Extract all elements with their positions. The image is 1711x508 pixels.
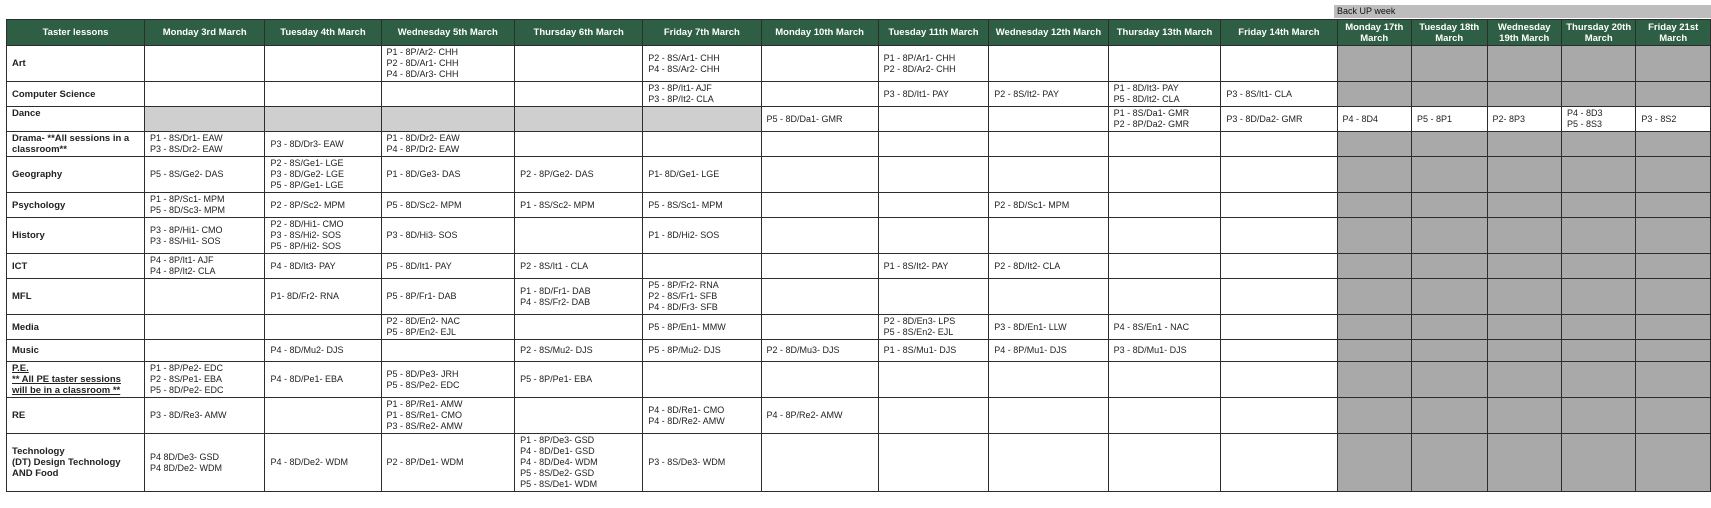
session-cell[interactable]	[1487, 315, 1561, 340]
session-cell[interactable]: P2 - 8D/Sc1- MPM	[989, 193, 1108, 218]
subject-cell[interactable]: Technology (DT) Design Technology AND Food	[7, 434, 145, 492]
session-cell[interactable]	[1108, 434, 1221, 492]
session-cell[interactable]	[1561, 254, 1635, 279]
session-cell[interactable]	[1411, 157, 1487, 193]
session-cell[interactable]	[1561, 315, 1635, 340]
session-cell[interactable]	[989, 434, 1108, 492]
session-cell[interactable]: P1 - 8S/Sc2- MPM	[515, 193, 643, 218]
session-cell[interactable]: P5 - 8P/Pe1- EBA	[515, 362, 643, 398]
session-cell[interactable]: P1 - 8P/Sc1- MPM P5 - 8D/Sc3- MPM	[144, 193, 264, 218]
subject-cell[interactable]: MFL	[7, 279, 145, 315]
session-cell[interactable]	[1561, 193, 1635, 218]
session-cell[interactable]	[1108, 46, 1221, 82]
subject-cell[interactable]: Media	[7, 315, 145, 340]
subject-cell[interactable]: Art	[7, 46, 145, 82]
session-cell[interactable]	[1636, 157, 1711, 193]
session-cell[interactable]	[989, 279, 1108, 315]
session-cell[interactable]	[265, 82, 381, 107]
session-cell[interactable]	[1636, 132, 1711, 157]
table-row	[7, 279, 1711, 315]
session-cell[interactable]: P1 - 8D/It3- PAY P5 - 8D/It2- CLA	[1108, 82, 1221, 107]
session-cell[interactable]	[1337, 132, 1411, 157]
session-cell[interactable]: P1 - 8S/Mu1- DJS	[878, 340, 989, 362]
session-cell[interactable]	[1561, 362, 1635, 398]
session-cell[interactable]: P1 - 8P/Re1- AMW P1 - 8S/Re1- CMO P3 - 8S/Re2- AMW	[381, 398, 515, 434]
session-cell[interactable]	[989, 132, 1108, 157]
session-cell[interactable]	[1108, 218, 1221, 254]
table-row	[7, 362, 1711, 398]
session-cell[interactable]	[878, 398, 989, 434]
session-cell[interactable]	[1221, 315, 1337, 340]
session-cell[interactable]	[1221, 132, 1337, 157]
session-cell[interactable]	[1221, 254, 1337, 279]
session-cell[interactable]: P1 - 8D/Ge3- DAS	[381, 157, 515, 193]
table-row	[7, 434, 1711, 492]
subject-cell[interactable]: Dance	[7, 107, 145, 132]
table-row	[7, 82, 1711, 107]
session-cell[interactable]: P1 - 8P/Pe2- EDC P2 - 8S/Pe1- EBA P5 - 8D/Pe2- EDC	[144, 362, 264, 398]
session-cell[interactable]	[1108, 398, 1221, 434]
session-cell[interactable]	[1561, 218, 1635, 254]
session-cell[interactable]: P4 - 8S/En1 - NAC	[1108, 315, 1221, 340]
session-cell[interactable]	[515, 82, 643, 107]
session-cell[interactable]	[989, 46, 1108, 82]
session-cell[interactable]	[761, 218, 878, 254]
session-cell[interactable]: P2 - 8S/It1 - CLA	[515, 254, 643, 279]
session-cell[interactable]	[144, 279, 264, 315]
session-cell[interactable]: P4 - 8D/Mu2- DJS	[265, 340, 381, 362]
session-cell[interactable]	[1636, 398, 1711, 434]
session-cell[interactable]: P2 - 8P/De1- WDM	[381, 434, 515, 492]
table-row	[7, 193, 1711, 218]
session-cell[interactable]: P2 - 8D/It2- CLA	[989, 254, 1108, 279]
session-cell[interactable]	[1411, 46, 1487, 82]
session-cell[interactable]	[1411, 82, 1487, 107]
session-cell[interactable]	[989, 107, 1108, 132]
session-cell[interactable]	[1636, 193, 1711, 218]
session-cell[interactable]	[878, 279, 989, 315]
session-cell[interactable]	[1221, 279, 1337, 315]
session-cell[interactable]	[761, 46, 878, 82]
session-cell[interactable]: P3 - 8P/It1- AJF P3 - 8P/It2- CLA	[643, 82, 761, 107]
session-cell[interactable]	[265, 46, 381, 82]
session-cell[interactable]	[1636, 340, 1711, 362]
session-cell[interactable]	[515, 107, 643, 132]
session-cell[interactable]	[1337, 434, 1411, 492]
session-cell[interactable]	[878, 218, 989, 254]
session-cell[interactable]	[1636, 46, 1711, 82]
session-cell[interactable]: P3 - 8D/Da2- GMR	[1221, 107, 1337, 132]
table-row	[7, 107, 1711, 132]
session-cell[interactable]: P4 - 8D/Re1- CMO P4 - 8D/Re2- AMW	[643, 398, 761, 434]
session-cell[interactable]: P5 - 8D/It1- PAY	[381, 254, 515, 279]
session-cell[interactable]: P4 8D/De3- GSD P4 8D/De2- WDM	[144, 434, 264, 492]
session-cell[interactable]	[761, 279, 878, 315]
session-cell[interactable]	[1221, 398, 1337, 434]
session-cell[interactable]: P5 - 8S/Sc1- MPM	[643, 193, 761, 218]
session-cell[interactable]: P2- 8P3	[1487, 107, 1561, 132]
subject-cell[interactable]: Computer Science	[7, 82, 145, 107]
session-cell[interactable]: P1 - 8S/Dr1- EAW P3 - 8S/Dr2- EAW	[144, 132, 264, 157]
session-cell[interactable]	[1487, 362, 1561, 398]
session-cell[interactable]	[1411, 398, 1487, 434]
session-cell[interactable]	[144, 107, 264, 132]
column-header-day: Wednesday 12th March	[989, 20, 1108, 46]
session-cell[interactable]: P1 - 8S/It2- PAY	[878, 254, 989, 279]
session-cell[interactable]	[1636, 362, 1711, 398]
session-cell[interactable]: P5 - 8D/Sc2- MPM	[381, 193, 515, 218]
session-cell[interactable]	[1337, 254, 1411, 279]
backup-week-banner: Back UP week	[1334, 5, 1711, 18]
session-cell[interactable]: P4 - 8D3 P5 - 8S3	[1561, 107, 1635, 132]
column-header-day: Thursday 6th March	[515, 20, 643, 46]
session-cell[interactable]	[1561, 340, 1635, 362]
session-cell[interactable]	[515, 398, 643, 434]
session-cell[interactable]	[1411, 132, 1487, 157]
column-header-day: Monday 3rd March	[144, 20, 264, 46]
session-cell[interactable]: P1 - 8P/De3- GSD P4 - 8D/De1- GSD P4 - 8D/De4- WDM P5 - 8S/De2- GSD P5 - 8S/De1- WDM	[515, 434, 643, 492]
session-cell[interactable]	[144, 82, 264, 107]
session-cell[interactable]	[1561, 279, 1635, 315]
table-row	[7, 398, 1711, 434]
table-row	[7, 340, 1711, 362]
session-cell[interactable]	[1221, 340, 1337, 362]
column-header-day: Friday 14th March	[1221, 20, 1337, 46]
subject-cell[interactable]: Psychology	[7, 193, 145, 218]
session-cell[interactable]	[1411, 254, 1487, 279]
session-cell[interactable]: P4 - 8P/Re2- AMW	[761, 398, 878, 434]
session-cell[interactable]	[1108, 254, 1221, 279]
session-cell[interactable]: P3 - 8S2	[1636, 107, 1711, 132]
header-row	[7, 20, 1711, 46]
session-cell[interactable]	[1108, 362, 1221, 398]
session-cell[interactable]: P1 - 8D/Hi2- SOS	[643, 218, 761, 254]
subject-cell[interactable]: ICT	[7, 254, 145, 279]
table-row	[7, 218, 1711, 254]
session-cell[interactable]	[761, 82, 878, 107]
session-cell[interactable]	[1561, 434, 1635, 492]
session-cell[interactable]	[1221, 193, 1337, 218]
session-cell[interactable]	[1221, 218, 1337, 254]
session-cell[interactable]	[1221, 362, 1337, 398]
session-cell[interactable]	[643, 254, 761, 279]
session-cell[interactable]	[144, 340, 264, 362]
table-row	[7, 132, 1711, 157]
session-cell[interactable]: P4 - 8D/It3- PAY	[265, 254, 381, 279]
session-cell[interactable]: P1- 8D/Fr2- RNA	[265, 279, 381, 315]
session-cell[interactable]: P4 - 8P/It1- AJF P4 - 8P/It2- CLA	[144, 254, 264, 279]
session-cell[interactable]	[381, 340, 515, 362]
session-cell[interactable]: P2 - 8D/En3- LPS P5 - 8S/En2- EJL	[878, 315, 989, 340]
session-cell[interactable]: P2 - 8S/It2- PAY	[989, 82, 1108, 107]
session-cell[interactable]: P5 - 8D/Da1- GMR	[761, 107, 878, 132]
session-cell[interactable]	[1337, 193, 1411, 218]
session-cell[interactable]: P2 - 8S/Mu2- DJS	[515, 340, 643, 362]
session-cell[interactable]	[381, 107, 515, 132]
session-cell[interactable]	[989, 398, 1108, 434]
subject-cell[interactable]: P.E. ** All PE taster sessions will be in a classroom **	[7, 362, 145, 398]
session-cell[interactable]	[878, 132, 989, 157]
session-cell[interactable]	[1337, 279, 1411, 315]
session-cell[interactable]	[1337, 398, 1411, 434]
session-cell[interactable]: P3 - 8D/Hi3- SOS	[381, 218, 515, 254]
session-cell[interactable]: P3 - 8D/Re3- AMW	[144, 398, 264, 434]
session-cell[interactable]: P5 - 8P/En1- MMW	[643, 315, 761, 340]
session-cell[interactable]	[1487, 82, 1561, 107]
session-cell[interactable]	[1636, 434, 1711, 492]
session-cell[interactable]: P2 - 8D/Hi1- CMO P3 - 8S/Hi2- SOS P5 - 8P/Hi2- SOS	[265, 218, 381, 254]
session-cell[interactable]	[643, 132, 761, 157]
column-header-day: Monday 17th March	[1337, 20, 1411, 46]
taster-timetable	[6, 19, 1711, 492]
session-cell[interactable]: P5 - 8D/Pe3- JRH P5 - 8S/Pe2- EDC	[381, 362, 515, 398]
session-cell[interactable]	[761, 132, 878, 157]
session-cell[interactable]: P2 - 8P/Ge2- DAS	[515, 157, 643, 193]
session-cell[interactable]	[515, 46, 643, 82]
session-cell[interactable]	[1221, 434, 1337, 492]
session-cell[interactable]	[1487, 157, 1561, 193]
session-cell[interactable]: P3 - 8D/Dr3- EAW	[265, 132, 381, 157]
session-cell[interactable]	[1487, 46, 1561, 82]
table-row	[7, 254, 1711, 279]
session-cell[interactable]: P5 - 8P/Fr1- DAB	[381, 279, 515, 315]
session-cell[interactable]	[1561, 157, 1635, 193]
session-cell[interactable]: P3 - 8S/De3- WDM	[643, 434, 761, 492]
session-cell[interactable]	[515, 132, 643, 157]
session-cell[interactable]: P5 - 8P1	[1411, 107, 1487, 132]
session-cell[interactable]: P4 - 8P/Mu1- DJS	[989, 340, 1108, 362]
session-cell[interactable]: P1 - 8D/Dr2- EAW P4 - 8P/Dr2- EAW	[381, 132, 515, 157]
table-row	[7, 46, 1711, 82]
session-cell[interactable]: P3 - 8D/It1- PAY	[878, 82, 989, 107]
session-cell[interactable]: P2 - 8S/Ar1- CHH P4 - 8S/Ar2- CHH	[643, 46, 761, 82]
session-cell[interactable]: P2 - 8P/Sc2- MPM	[265, 193, 381, 218]
session-cell[interactable]	[1108, 132, 1221, 157]
session-cell[interactable]	[144, 315, 264, 340]
session-cell[interactable]	[761, 362, 878, 398]
session-cell[interactable]	[1108, 157, 1221, 193]
session-cell[interactable]: P5 - 8P/Fr2- RNA P2 - 8S/Fr1- SFB P4 - 8D/Fr3- SFB	[643, 279, 761, 315]
session-cell[interactable]: P1- 8D/Ge1- LGE	[643, 157, 761, 193]
session-cell[interactable]	[878, 434, 989, 492]
subject-cell[interactable]: Music	[7, 340, 145, 362]
session-cell[interactable]: P3 - 8D/Mu1- DJS	[1108, 340, 1221, 362]
session-cell[interactable]: P5 - 8S/Ge2- DAS	[144, 157, 264, 193]
session-cell[interactable]: P2 - 8S/Ge1- LGE P3 - 8D/Ge2- LGE P5 - 8P/Ge1- LGE	[265, 157, 381, 193]
session-cell[interactable]	[989, 218, 1108, 254]
session-cell[interactable]	[1411, 218, 1487, 254]
subject-cell[interactable]: Drama- **All sessions in a classroom**	[7, 132, 145, 157]
session-cell[interactable]	[643, 362, 761, 398]
session-cell[interactable]: P5 - 8P/Mu2- DJS	[643, 340, 761, 362]
subject-cell[interactable]: Geography	[7, 157, 145, 193]
session-cell[interactable]	[1636, 279, 1711, 315]
column-header-day: Friday 21st March	[1636, 20, 1711, 46]
session-cell[interactable]	[265, 398, 381, 434]
session-cell[interactable]	[1487, 279, 1561, 315]
session-cell[interactable]	[761, 315, 878, 340]
session-cell[interactable]	[878, 157, 989, 193]
session-cell[interactable]	[265, 315, 381, 340]
session-cell[interactable]	[1411, 340, 1487, 362]
session-cell[interactable]	[1411, 315, 1487, 340]
session-cell[interactable]	[1636, 254, 1711, 279]
session-cell[interactable]: P3 - 8P/Hi1- CMO P3 - 8S/Hi1- SOS	[144, 218, 264, 254]
session-cell[interactable]	[1221, 157, 1337, 193]
session-cell[interactable]	[643, 107, 761, 132]
session-cell[interactable]	[1636, 218, 1711, 254]
session-cell[interactable]	[1337, 218, 1411, 254]
session-cell[interactable]	[1487, 218, 1561, 254]
session-cell[interactable]	[1411, 362, 1487, 398]
session-cell[interactable]	[989, 157, 1108, 193]
session-cell[interactable]	[265, 107, 381, 132]
session-cell[interactable]	[1337, 362, 1411, 398]
session-cell[interactable]	[1561, 398, 1635, 434]
subject-cell[interactable]: History	[7, 218, 145, 254]
session-cell[interactable]: P1 - 8P/Ar2- CHH P2 - 8D/Ar1- CHH P4 - 8D/Ar3- CHH	[381, 46, 515, 82]
session-cell[interactable]	[878, 107, 989, 132]
session-cell[interactable]	[1337, 315, 1411, 340]
session-cell[interactable]: P1 - 8S/Da1- GMR P2 - 8P/Da2- GMR	[1108, 107, 1221, 132]
session-cell[interactable]	[761, 434, 878, 492]
session-cell[interactable]: P3 - 8S/It1- CLA	[1221, 82, 1337, 107]
session-cell[interactable]	[1487, 132, 1561, 157]
session-cell[interactable]	[1108, 279, 1221, 315]
column-header-day: Monday 10th March	[761, 20, 878, 46]
subject-cell[interactable]: RE	[7, 398, 145, 434]
session-cell[interactable]	[761, 193, 878, 218]
column-header-day: Friday 7th March	[643, 20, 761, 46]
table-row	[7, 157, 1711, 193]
session-cell[interactable]: P4 - 8D4	[1337, 107, 1411, 132]
session-cell[interactable]	[878, 362, 989, 398]
session-cell[interactable]	[1487, 340, 1561, 362]
session-cell[interactable]	[1337, 82, 1411, 107]
session-cell[interactable]: P4 - 8D/Pe1- EBA	[265, 362, 381, 398]
session-cell[interactable]	[1487, 193, 1561, 218]
session-cell[interactable]	[1487, 398, 1561, 434]
session-cell[interactable]	[1487, 434, 1561, 492]
session-cell[interactable]	[1108, 193, 1221, 218]
session-cell[interactable]	[515, 218, 643, 254]
session-cell[interactable]	[761, 157, 878, 193]
session-cell[interactable]	[1411, 193, 1487, 218]
column-header-subject: Taster lessons	[7, 20, 145, 46]
session-cell[interactable]	[515, 315, 643, 340]
column-header-day: Wednesday 5th March	[381, 20, 515, 46]
session-cell[interactable]: P2 - 8D/En2- NAC P5 - 8P/En2- EJL	[381, 315, 515, 340]
session-cell[interactable]	[1636, 315, 1711, 340]
session-cell[interactable]	[144, 46, 264, 82]
table-row	[7, 315, 1711, 340]
session-cell[interactable]	[1487, 254, 1561, 279]
column-header-day: Wednesday 19th March	[1487, 20, 1561, 46]
session-cell[interactable]	[1636, 82, 1711, 107]
session-cell[interactable]	[1337, 46, 1411, 82]
timetable-body	[7, 46, 1711, 492]
session-cell[interactable]: P1 - 8P/Ar1- CHH P2 - 8D/Ar2- CHH	[878, 46, 989, 82]
session-cell[interactable]	[761, 254, 878, 279]
session-cell[interactable]	[1221, 46, 1337, 82]
session-cell[interactable]	[1561, 82, 1635, 107]
session-cell[interactable]	[1337, 340, 1411, 362]
session-cell[interactable]	[878, 193, 989, 218]
session-cell[interactable]	[1411, 434, 1487, 492]
session-cell[interactable]	[381, 82, 515, 107]
session-cell[interactable]: P1 - 8D/Fr1- DAB P4 - 8S/Fr2- DAB	[515, 279, 643, 315]
session-cell[interactable]	[1337, 157, 1411, 193]
column-header-day: Thursday 13th March	[1108, 20, 1221, 46]
session-cell[interactable]: P4 - 8D/De2- WDM	[265, 434, 381, 492]
column-header-day: Tuesday 11th March	[878, 20, 989, 46]
session-cell[interactable]	[1561, 132, 1635, 157]
column-header-day: Tuesday 4th March	[265, 20, 381, 46]
session-cell[interactable]: P2 - 8D/Mu3- DJS	[761, 340, 878, 362]
column-header-day: Tuesday 18th March	[1411, 20, 1487, 46]
session-cell[interactable]: P3 - 8D/En1- LLW	[989, 315, 1108, 340]
session-cell[interactable]	[989, 362, 1108, 398]
session-cell[interactable]	[1411, 279, 1487, 315]
column-header-day: Thursday 20th March	[1561, 20, 1635, 46]
session-cell[interactable]	[1561, 46, 1635, 82]
